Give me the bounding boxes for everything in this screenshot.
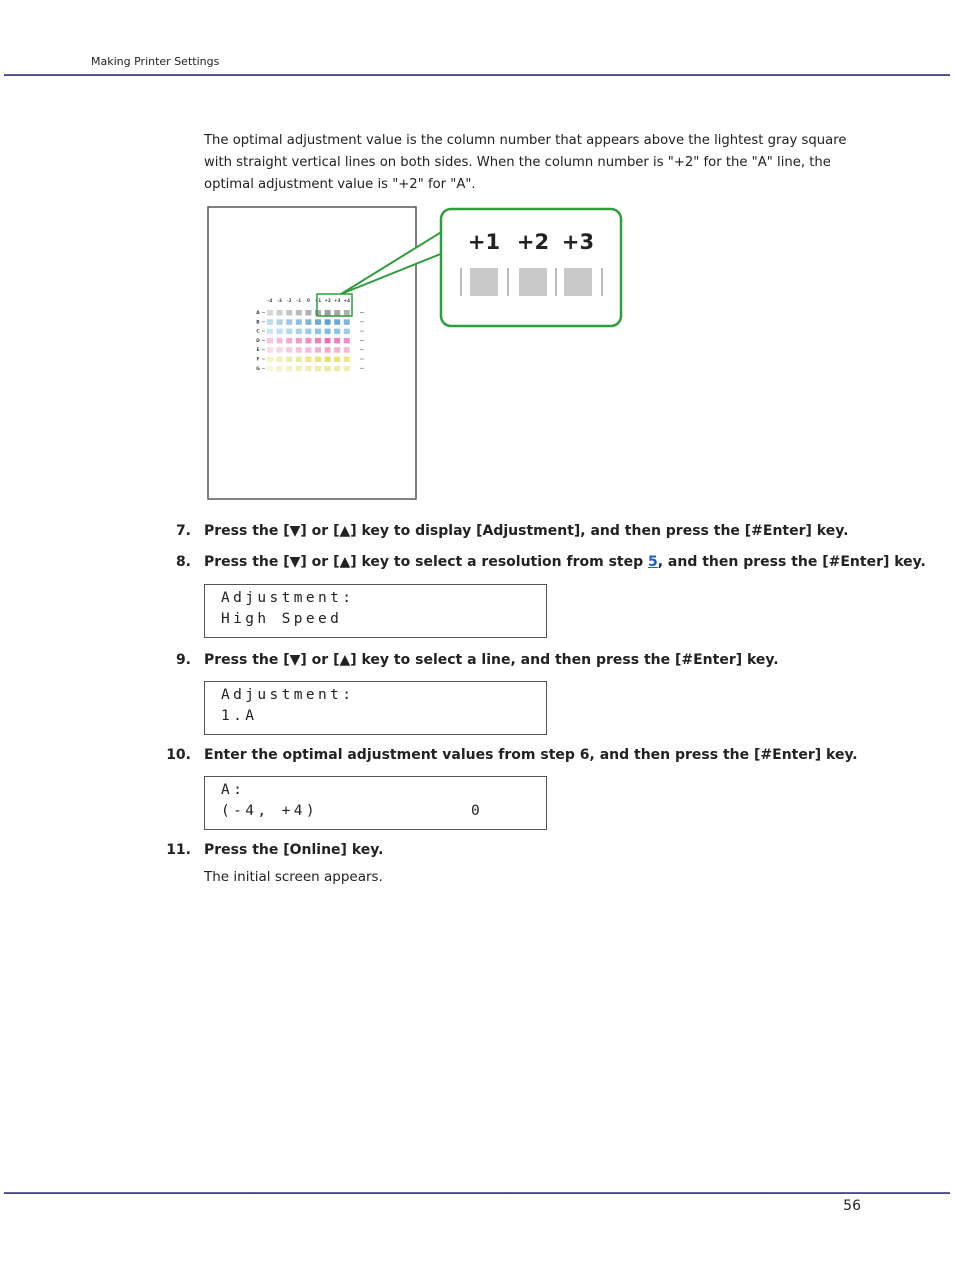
pattern-square [286,357,292,363]
step-text: Enter the optimal adjustment values from step 6, and then press the [#Enter] key. [204,747,858,763]
step-text: Press the [▼] or [▲] key to select a line, and then press the [#Enter] key. [204,652,779,668]
pattern-column-label: +2 [324,298,331,303]
header-rule [4,74,950,76]
pattern-square [296,319,302,325]
pattern-row-label: G [256,366,260,372]
lcd-screen-value [204,776,547,830]
pattern-square [296,347,302,353]
pattern-square [305,319,311,325]
step-number: 9. [175,652,191,668]
pattern-square [286,329,292,335]
paper-sheet [208,207,416,499]
pattern-square [334,319,340,325]
pattern-square [344,357,350,363]
lcd-screen-resolution [204,584,547,638]
pattern-row-label: B [256,320,260,326]
pattern-square [286,310,292,316]
pattern-square [315,338,321,344]
pattern-square [286,319,292,325]
pattern-square [315,310,321,316]
pattern-column-label: +3 [333,298,341,303]
pattern-square [267,357,273,363]
pattern-square [344,338,350,344]
pattern-square [334,357,340,363]
adjustment-pattern-figure [205,205,625,503]
lcd-value: 0 [471,803,484,819]
pattern-square [325,357,331,363]
pattern-square [334,329,340,335]
pattern-square [296,357,302,363]
pattern-square [325,347,331,353]
running-header: Making Printer Settings [91,55,220,68]
pattern-square [344,329,350,335]
pattern-column-label: 0 [306,298,310,303]
pattern-square [325,338,331,344]
adjustment-pattern-illustration [205,205,625,503]
pattern-square [277,357,283,363]
step-number: 10. [166,747,191,763]
pattern-square [286,347,292,353]
pattern-column-label: -1 [296,298,302,303]
lcd-line-2: (-4, +4) [221,803,319,819]
step-number: 7. [175,523,191,539]
pattern-square [315,357,321,363]
callout-column-label: +3 [561,230,595,254]
pattern-square [344,319,350,325]
step-text: Press the [▼] or [▲] key to display [Adjustment], and then press the [#Enter] key. [204,523,849,539]
lcd-line-2: 1.A [221,708,258,724]
pattern-column-label: -2 [286,298,292,303]
pattern-square [305,338,311,344]
pattern-square [277,329,283,335]
pattern-square [334,347,340,353]
pattern-square [325,366,331,372]
step-text-before: Press the [▼] or [▲] key to select a resolution from step [204,554,648,570]
pattern-row-label: E [256,348,260,354]
pattern-square [296,338,302,344]
pattern-square [344,310,350,316]
pattern-square [296,366,302,372]
pattern-square [267,366,273,372]
pattern-square [315,366,321,372]
pattern-square [267,310,273,316]
pattern-column-label: -3 [277,298,282,303]
step-number: 8. [175,554,191,570]
pattern-row-label: D [256,338,260,344]
footer-rule [4,1192,950,1194]
pattern-square [277,319,283,325]
lcd-line-1: A: [221,782,246,798]
callout-gray-square [470,268,498,296]
pattern-square [305,357,311,363]
callout-column-label: +1 [467,230,501,254]
callout-box [441,209,621,326]
pattern-row-label: C [256,329,260,335]
lcd-line-2: High Speed [221,611,343,627]
pattern-square [305,347,311,353]
lcd-screen-line [204,681,547,735]
pattern-square [277,366,283,372]
pattern-square [296,329,302,335]
pattern-square [334,366,340,372]
lcd-line-1: Adjustment: [221,687,355,703]
step-text-after: , and then press the [#Enter] key. [657,554,926,570]
pattern-square [344,347,350,353]
pattern-square [277,310,283,316]
pattern-square [286,338,292,344]
pattern-square [315,319,321,325]
pattern-square [267,319,273,325]
step-5-link[interactable]: 5 [647,554,658,570]
step-text [204,554,926,570]
pattern-square [286,366,292,372]
pattern-square [277,338,283,344]
pattern-square [325,319,331,325]
step-number: 11. [166,842,191,858]
pattern-square [325,310,331,316]
callout-column-label: +2 [516,230,550,254]
pattern-square [315,347,321,353]
pattern-square [267,329,273,335]
pattern-column-label: +4 [343,298,351,303]
pattern-square [277,347,283,353]
pattern-square [325,329,331,335]
pattern-square [305,329,311,335]
pattern-square [305,366,311,372]
pattern-column-label: -4 [267,298,273,303]
pattern-column-label: +1 [314,298,322,303]
pattern-row-label: F [256,357,260,363]
pattern-square [267,347,273,353]
callout-gray-square [519,268,547,296]
pattern-row-label: A [256,311,260,316]
pattern-square [334,310,340,316]
page-number: 56 [843,1198,861,1214]
pattern-square [305,310,311,316]
intro-paragraph: The optimal adjustment value is the column number that appears above the lightest gray square with straight vertical lines on both sides. When the column number is "+2" for the "A" line, the optimal adjustment value is "+2" for "A". [204,133,847,192]
lcd-line-1: Adjustment: [221,590,355,606]
pattern-square [267,338,273,344]
pattern-square [296,310,302,316]
pattern-square [344,366,350,372]
result-note: The initial screen appears. [204,869,383,885]
pattern-square [334,338,340,344]
callout-gray-square [564,268,592,296]
step-text: Press the [Online] key. [204,842,384,858]
pattern-square [315,329,321,335]
